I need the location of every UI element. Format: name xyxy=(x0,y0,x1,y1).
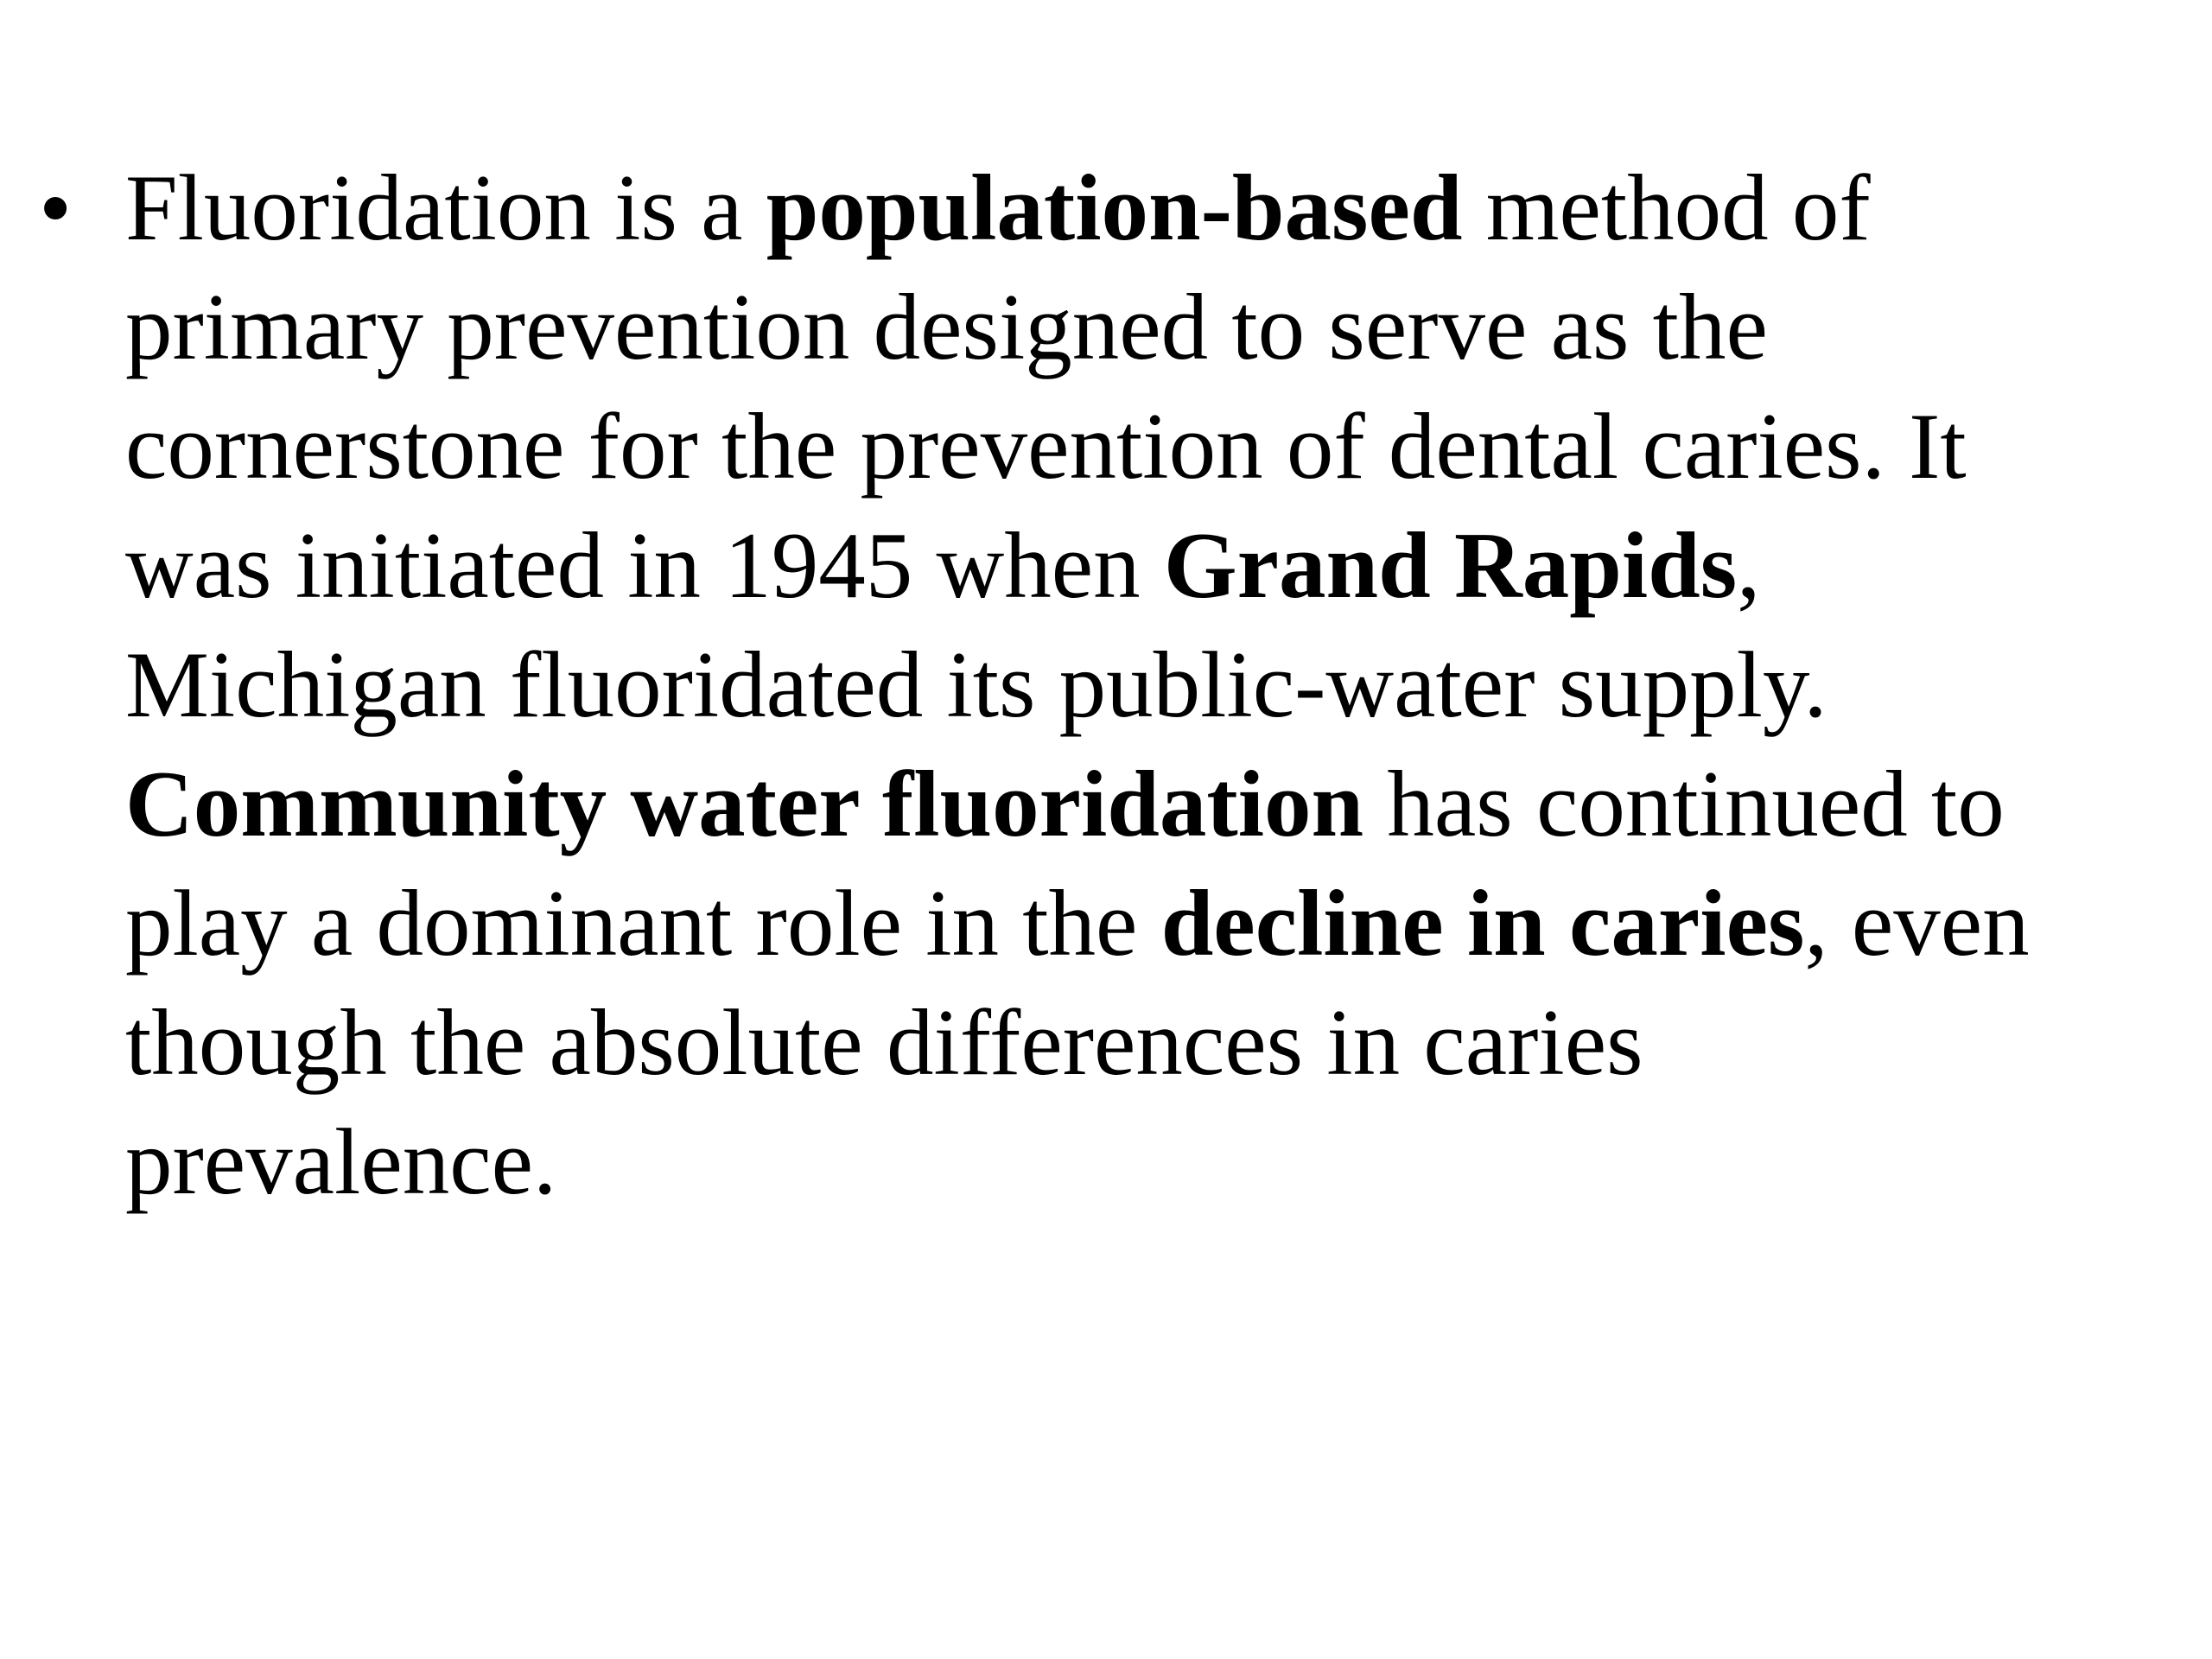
text-line xyxy=(125,864,2147,983)
text-segment: was initiated in 1945 when xyxy=(125,513,1164,618)
text-line xyxy=(125,506,2147,626)
text-segment: , xyxy=(1737,513,1761,618)
text-segment: primary prevention designed to serve as the xyxy=(125,275,1768,379)
text-line xyxy=(125,745,2147,864)
text-line xyxy=(125,626,2147,745)
text-segment: though the absolute differences in caries xyxy=(125,990,1643,1095)
text-segment: , even xyxy=(1804,871,2030,976)
bullet-item xyxy=(39,149,2147,1222)
text-line xyxy=(125,983,2147,1103)
bold-text-segment: population-based xyxy=(766,156,1463,260)
text-segment: play a dominant role in the xyxy=(125,871,1161,976)
text-line xyxy=(125,1103,2147,1222)
text-line xyxy=(125,149,2147,268)
text-segment: Michigan fluoridated its public-water supply. xyxy=(125,632,1827,737)
text-segment: Fluoridation is a xyxy=(125,156,766,260)
text-segment: prevalence. xyxy=(125,1109,557,1214)
bullet-list xyxy=(39,149,2147,1222)
text-line xyxy=(125,387,2147,506)
bold-text-segment: decline in caries xyxy=(1160,871,1805,976)
bold-text-segment: Community water fluoridation xyxy=(125,752,1364,856)
bullet-text xyxy=(125,149,2147,1222)
text-line xyxy=(125,268,2147,387)
text-segment: method of xyxy=(1462,156,1871,260)
text-segment: has continued to xyxy=(1363,752,2005,856)
bullet-marker: • xyxy=(39,156,73,260)
text-segment: cornerstone for the prevention of dental caries. It xyxy=(125,394,1967,499)
bold-text-segment: Grand Rapids xyxy=(1163,513,1738,618)
